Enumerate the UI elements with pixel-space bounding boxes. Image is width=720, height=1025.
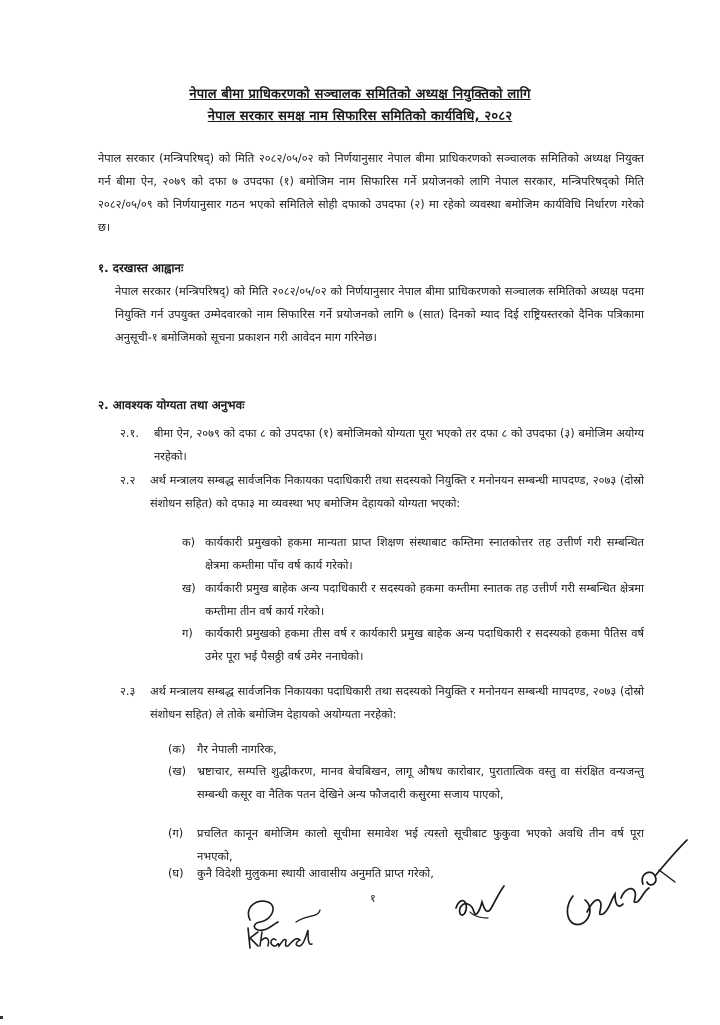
section1-heading: १. दरखास्त आह्वानः (98, 261, 184, 275)
item-2-2-sub-label: क) (182, 536, 196, 549)
item-2-1-number: २.१. (120, 427, 139, 440)
item-2-2-sub-text: कार्यकारी प्रमुखको हकमा तीस वर्ष र कार्यकारी प्रमुख बाहेक अन्य पदाधिकारी र सदस्यको हकमा पैतिस वर्ष उमेर पूरा भई पैसठ्ठी वर्ष उमेर ननाघेको। (205, 627, 644, 663)
item-2-3-sub-label: (क) (168, 743, 186, 756)
item-2-2-text: अर्थ मन्त्रालय सम्बद्ध सार्वजनिक निकायका पदाधिकारी तथा सदस्यको नियुक्ति र मनोनयन सम्बन्धी मापदण्ड, २०७३ (दोस्रो संशोधन सहित) को दफा३ मा व्यवस्था भए बमोजिम देहायको योग्यता भएको: (150, 474, 644, 510)
document-title-line2: नेपाल सरकार समक्ष नाम सिफारिस समितिको कार्यविधि, २०८२ (207, 109, 513, 124)
item-2-1-text: बीमा ऐन, २०७९ को दफा ८ को उपदफा (१) बमोजिमको योग्यता पूरा भएको तर दफा ८ को उपदफा (३) बमोजिम अयोग्य नरहेको। (154, 427, 644, 463)
intro-paragraph: नेपाल सरकार (मन्त्रिपरिषद्) को मिति २०८२/०५/०२ को निर्णयानुसार नेपाल बीमा प्राधिकरणको सञ्चालक समितिको अध्यक्ष नियुक्त गर्न बीमा ऐन, २०७९ को दफा ७ उपदफा (१) बमोजिम नाम सिफारिस गर्ने प्रयोजनको लागि नेपाल सरकार, मन्त्रिपरिषद्को मिति २०८२/०५/०९ को निर्णयानुसार गठन भएको समितिले सोही दफाको उपदफा (२) मा रहेको व्यवस्था बमोजिम कार्यविधि निर्धारण गरेको छ। (98, 152, 644, 234)
item-2-3-number: २.३ (120, 685, 136, 698)
item-2-2-sub-label: ग) (182, 627, 193, 640)
item-2-3-text: अर्थ मन्त्रालय सम्बद्ध सार्वजनिक निकायका पदाधिकारी तथा सदस्यको नियुक्ति र मनोनयन सम्बन्धी मापदण्ड, २०७३ (दोस्रो संशोधन सहित) ले तोके बमोजिम देहायको अयोग्यता नरहेको: (150, 685, 644, 721)
item-2-3-sub-text: भ्रष्टाचार, सम्पत्ति शुद्धीकरण, मानव बेचबिखन, लागू औषध कारोबार, पुरातात्विक वस्तु वा संरक्षित वन्यजन्तु सम्बन्धी कसूर वा नैतिक पतन देखिने अन्य फौजदारी कसुरमा सजाय पाएको, (197, 765, 644, 801)
item-2-3-sub-label: (घ) (168, 867, 184, 880)
item-2-2-sub-text: कार्यकारी प्रमुखको हकमा मान्यता प्राप्त शिक्षण संस्थाबाट कम्तिमा स्नातकोत्तर तह उत्तीर्ण गरी सम्बन्धित क्षेत्रमा कम्तीमा पाँच वर्ष कार्य गरेको। (205, 536, 644, 572)
item-2-3-sub-text: प्रचलित कानून बमोजिम कालो सूचीमा समावेश भई त्यस्तो सूचीबाट फुकुवा भएको अवधि तीन वर्ष पूरा नभएको, (197, 827, 644, 863)
section1-body: नेपाल सरकार (मन्त्रिपरिषद्) को मिति २०८२/०५/०२ को निर्णयानुसार नेपाल बीमा प्राधिकरणको सञ्चालक समितिको अध्यक्ष पदमा नियुक्ति गर्न उपयुक्त उम्मेदवारको नाम सिफारिस गर्ने प्रयोजनको लागि ७ (सात) दिनको म्याद दिई राष्ट्रियस्तरको दैनिक पत्रिकामा अनुसूची-१ बमोजिमको सूचना प्रकाशन गरी आवेदन माग गरिनेछ। (115, 285, 644, 344)
page-number: १ (370, 892, 376, 905)
signature-kharel (238, 892, 338, 962)
item-2-2-sub-label: ख) (182, 582, 196, 595)
item-2-3-sub-label: (ग) (168, 827, 184, 840)
scan-speck (0, 1016, 3, 1019)
signature-initials (450, 878, 510, 928)
item-2-2-sub-text: कार्यकारी प्रमुख बाहेक अन्य पदाधिकारी र सदस्यको हकमा कम्तीमा स्नातक तह उत्तीर्ण गरी सम्बन्धित क्षेत्रमा कम्तीमा तीन वर्ष कार्य गरेको। (205, 582, 644, 618)
signature-right (555, 830, 695, 940)
document-title-line1: नेपाल बीमा प्राधिकरणको सञ्चालक समितिको अध्यक्ष नियुक्तिको लागि (189, 87, 531, 102)
section2-heading: २. आवश्यक योग्यता तथा अनुभवः (98, 398, 245, 412)
item-2-2-number: २.२ (120, 474, 136, 487)
item-2-3-sub-text: कुनै विदेशी मुलुकमा स्थायी आवासीय अनुमति प्राप्त गरेको, (197, 867, 434, 880)
item-2-3-sub-text: गैर नेपाली नागरिक, (197, 743, 277, 756)
item-2-3-sub-label: (ख) (168, 765, 187, 778)
